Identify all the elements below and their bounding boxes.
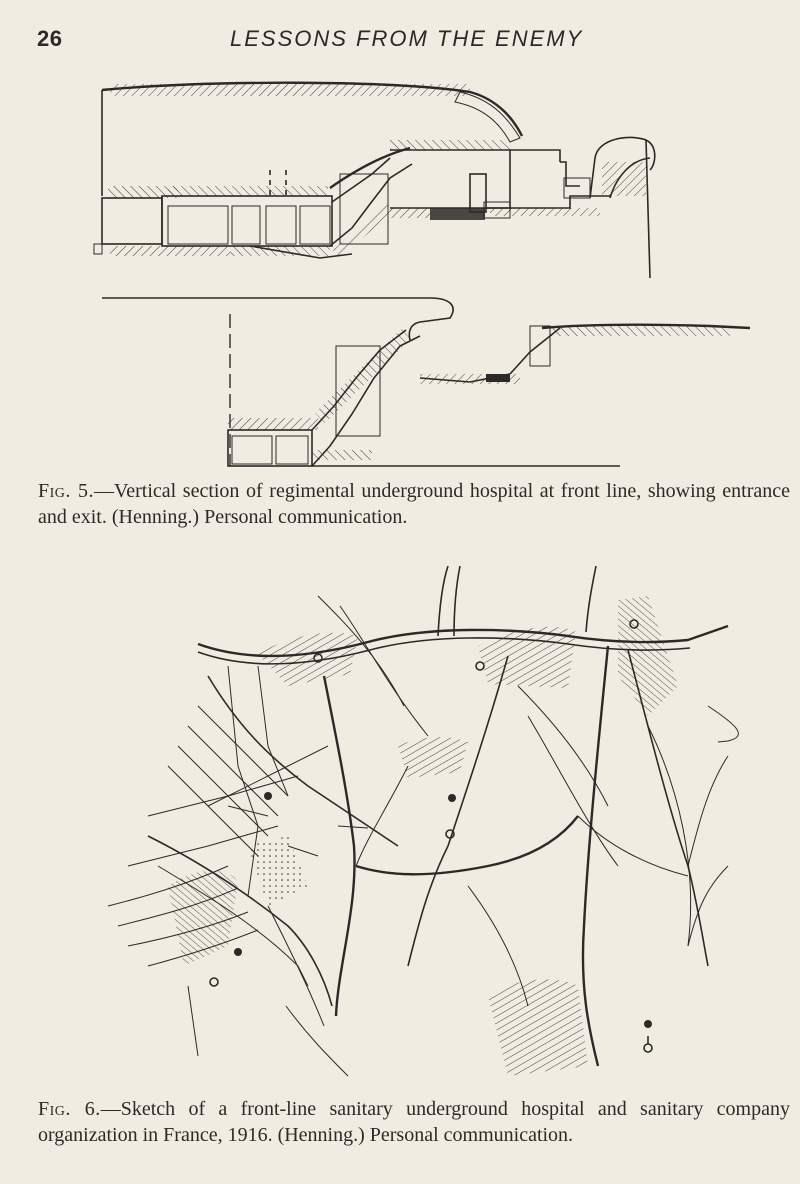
running-head <box>0 22 800 54</box>
figure-5-caption-text: —Vertical section of regimental underground hospital at front line, showing entrance and exit. (Henning.) Personal communication. <box>38 480 790 528</box>
figure-6-sketch-map <box>88 566 768 1088</box>
figure-6-caption-text: —Sketch of a front-line sanitary underground hospital and sanitary company organization in France, 1916. (Henning.) Personal communication. <box>38 1098 790 1146</box>
figure-5-section-drawing <box>90 78 760 470</box>
figure-6-svg <box>88 566 768 1088</box>
figure-5-label: Fig. 5. <box>38 480 94 502</box>
figure-6-label: Fig. 6. <box>38 1098 101 1120</box>
figure-5-caption <box>38 478 790 530</box>
figure-6-caption <box>38 1096 790 1148</box>
figure-5-svg <box>90 78 760 470</box>
page-number: 26 <box>37 26 63 51</box>
running-title: LESSONS FROM THE ENEMY <box>230 26 584 51</box>
